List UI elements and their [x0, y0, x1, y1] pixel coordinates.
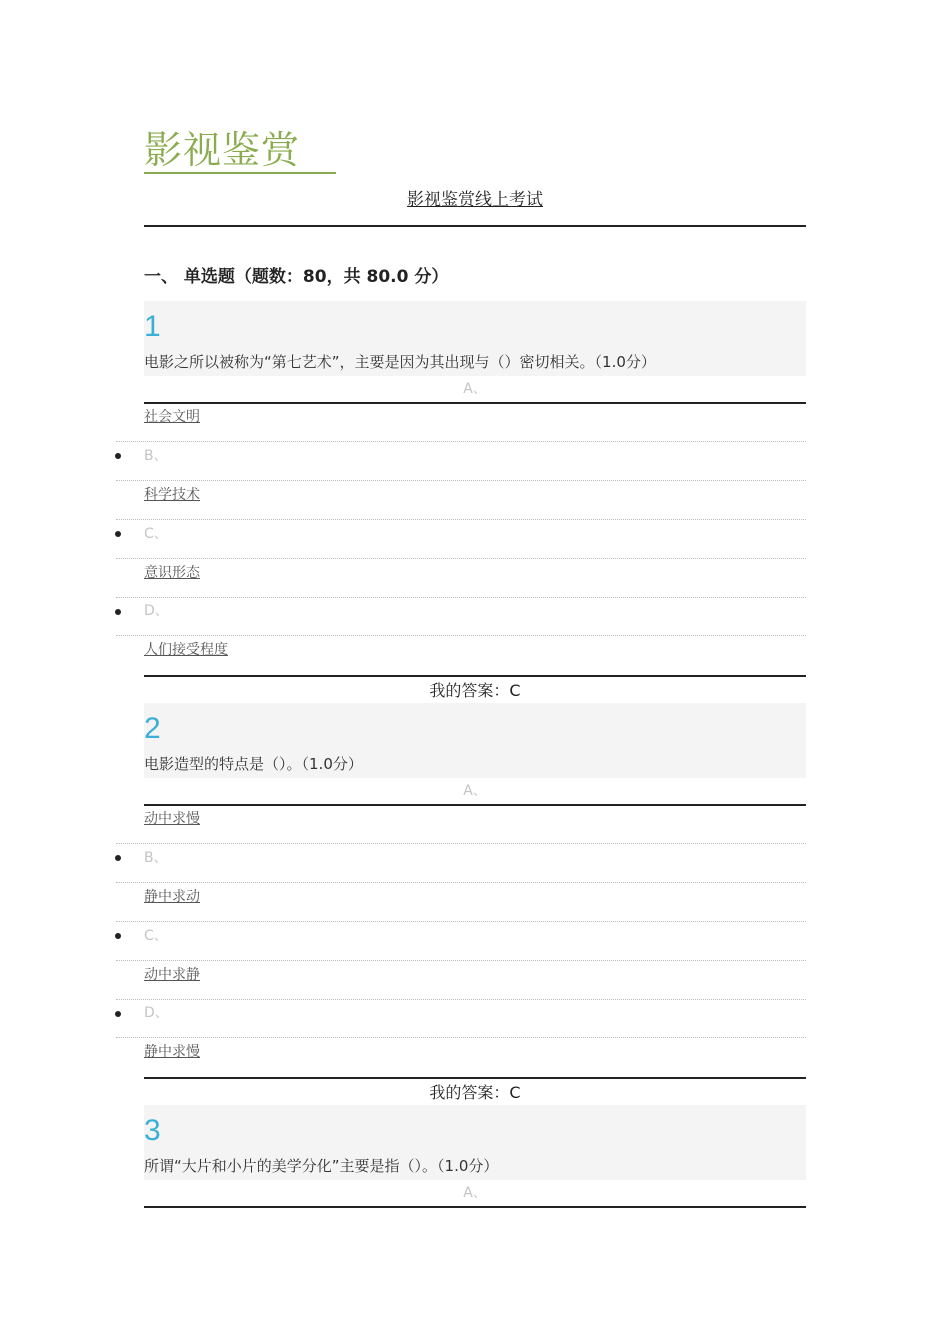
- question-3: [144, 1105, 806, 1201]
- bullet-icon: [115, 531, 121, 537]
- exam-subtitle-text: 影视鉴赏线上考试: [407, 190, 543, 210]
- my-answer: 我的答案：C: [429, 681, 521, 700]
- option-a-text[interactable]: 动中求慢: [144, 811, 200, 827]
- option-divider: [116, 635, 806, 636]
- option-label-a: A、: [463, 381, 487, 397]
- question-header: [144, 301, 806, 376]
- question-2: [144, 703, 806, 1102]
- question-header: [144, 1105, 806, 1180]
- option-label-b: B、: [144, 850, 168, 866]
- question-header: [144, 703, 806, 778]
- option-divider: [116, 597, 806, 598]
- question-text: 电影造型的特点是（）。（1.0分）: [144, 755, 363, 773]
- option-divider: [144, 1206, 806, 1208]
- question-text: 所谓“大片和小片的美学分化”主要是指（）。（1.0分）: [144, 1157, 499, 1175]
- exam-subtitle: [144, 188, 806, 212]
- option-c-text[interactable]: 动中求静: [144, 967, 200, 983]
- option-label-d: D、: [144, 1005, 169, 1021]
- option-label-d: D、: [144, 603, 169, 619]
- option-label-c: C、: [144, 928, 168, 944]
- option-label-a: A、: [463, 783, 487, 799]
- option-c-text[interactable]: 意识形态: [144, 565, 200, 581]
- bullet-icon: [115, 1011, 121, 1017]
- option-divider: [116, 441, 806, 442]
- option-divider: [116, 882, 806, 883]
- option-d-text[interactable]: 静中求慢: [144, 1044, 200, 1060]
- option-divider: [116, 1037, 806, 1038]
- option-label-a: A、: [463, 1185, 487, 1201]
- bullet-icon: [115, 855, 121, 861]
- question-text: 电影之所以被称为“第七艺术”，主要是因为其出现与（）密切相关。（1.0分）: [144, 353, 656, 371]
- option-divider: [116, 999, 806, 1000]
- bullet-icon: [115, 933, 121, 939]
- question-number: 1: [144, 310, 161, 343]
- option-b-text[interactable]: 科学技术: [144, 487, 200, 503]
- option-label-c: C、: [144, 526, 168, 542]
- option-divider: [144, 402, 806, 404]
- option-b-text[interactable]: 静中求动: [144, 889, 200, 905]
- header-divider: [144, 225, 806, 227]
- question-footer-divider: [144, 675, 806, 677]
- option-label-b: B、: [144, 448, 168, 464]
- option-a-text[interactable]: 社会文明: [144, 409, 200, 425]
- option-d-text[interactable]: 人们接受程度: [144, 642, 228, 658]
- bullet-icon: [115, 453, 121, 459]
- option-divider: [116, 960, 806, 961]
- question-footer-divider: [144, 1077, 806, 1079]
- option-divider: [116, 519, 806, 520]
- question-number: 3: [144, 1114, 161, 1147]
- option-divider: [116, 921, 806, 922]
- section-title: 一、 单选题（题数：80，共 80.0 分）: [144, 267, 449, 287]
- my-answer: 我的答案：C: [429, 1083, 521, 1102]
- option-divider: [116, 843, 806, 844]
- bullet-icon: [115, 609, 121, 615]
- question-1: [144, 301, 806, 700]
- option-divider: [116, 480, 806, 481]
- option-divider: [144, 804, 806, 806]
- option-divider: [116, 558, 806, 559]
- document-title: 影视鉴赏: [144, 128, 336, 174]
- question-number: 2: [144, 712, 161, 745]
